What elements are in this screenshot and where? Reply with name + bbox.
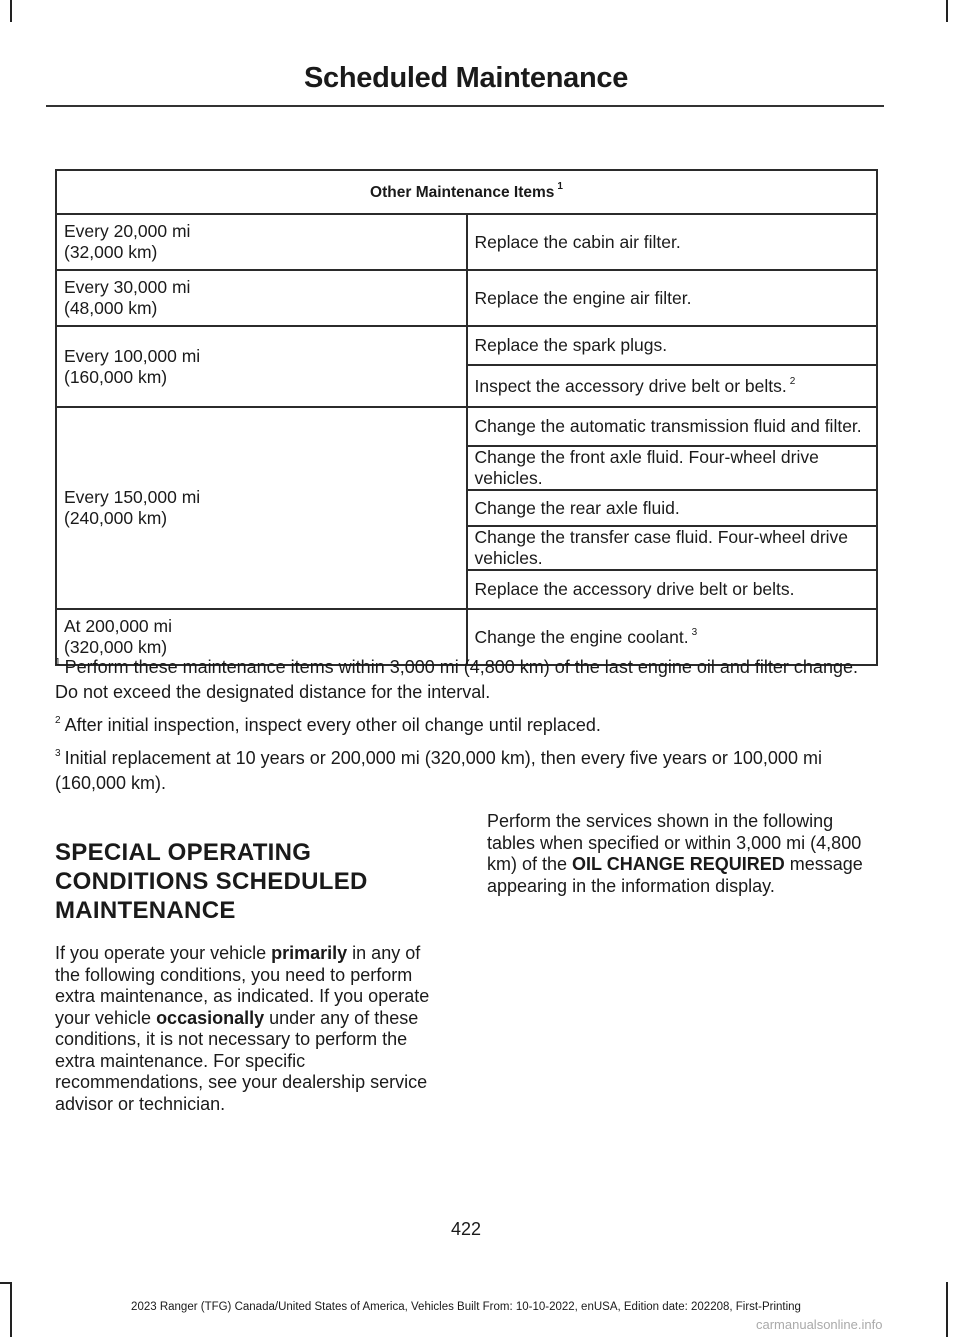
item-cell: Change the transfer case fluid. Four-wheel drive vehicles. bbox=[467, 526, 878, 570]
table-title: Other Maintenance Items $^1$ bbox=[56, 170, 877, 214]
crop-mark-bottom-left-h bbox=[0, 1282, 12, 1284]
table-header-row bbox=[56, 170, 877, 214]
watermark: carmanualsonline.info bbox=[756, 1317, 883, 1332]
footnotes bbox=[55, 655, 885, 804]
table-row bbox=[56, 214, 877, 270]
section-paragraph: Perform the services shown in the following tables when specified or within 3,000 mi (4,800 km) of the OIL CHANGE REQUIRED message appearing in the information display. bbox=[487, 811, 863, 896]
footnote: $^1$ Perform these maintenance items within 3,000 mi (4,800 km) of the last engine oil and filter change. Do not exceed the designated distance for the interval. bbox=[55, 657, 858, 702]
section-paragraph: If you operate your vehicle primarily in any of the following conditions, you need to perform extra maintenance, as indicated. If you operate your vehicle occasionally under any of these conditions, it is not necessary to perform the extra maintenance. For specific recommendations, see your dealership service advisor or technician. bbox=[55, 943, 430, 1114]
maintenance-table bbox=[55, 169, 878, 666]
emphasis-oil-change-required: OIL CHANGE REQUIRED bbox=[572, 854, 785, 874]
footnote: $^3$ Initial replacement at 10 years or 200,000 mi (320,000 km), then every five years or 100,000 mi (160,000 km). bbox=[55, 748, 822, 793]
item-cell: Replace the engine air filter. bbox=[467, 270, 878, 326]
page-number: 422 bbox=[450, 1219, 482, 1239]
emphasis-occasionally: occasionally bbox=[156, 1007, 265, 1028]
item-cell: Change the engine coolant. $^3$ bbox=[467, 609, 878, 665]
interval-cell: At 200,000 mi (320,000 km) bbox=[56, 609, 467, 665]
item-cell: Change the rear axle fluid. bbox=[467, 490, 878, 526]
section-heading: SPECIAL OPERATING CONDITIONS SCHEDULED MAINTENANCE bbox=[55, 839, 368, 924]
table-row bbox=[56, 326, 877, 365]
footer-text: 2023 Ranger (TFG) Canada/United States of America, Vehicles Built From: 10-10-2022, enUSA, Edition date: 202208, First-Printing bbox=[131, 1301, 801, 1313]
item-cell: Change the automatic transmission fluid and filter. bbox=[467, 407, 878, 446]
right-column bbox=[487, 811, 882, 897]
item-cell: Replace the accessory drive belt or belts. bbox=[467, 570, 878, 609]
footnote: $^2$ After initial inspection, inspect every other oil change until replaced. bbox=[55, 715, 601, 735]
item-cell: Change the front axle fluid. Four-wheel drive vehicles. bbox=[467, 446, 878, 490]
crop-mark-top-right bbox=[946, 0, 948, 22]
table-title-footnote: 1 bbox=[557, 180, 563, 192]
item-footnote: 3 bbox=[691, 626, 698, 638]
interval-cell: Every 30,000 mi (48,000 km) bbox=[56, 270, 467, 326]
item-cell: Replace the spark plugs. bbox=[467, 326, 878, 365]
header-rule bbox=[46, 105, 884, 107]
emphasis-primarily: primarily bbox=[271, 943, 348, 963]
crop-mark-top-left bbox=[10, 0, 12, 22]
left-column bbox=[55, 838, 450, 1115]
interval-cell: Every 150,000 mi (240,000 km) bbox=[56, 407, 467, 609]
crop-mark-bottom-right bbox=[946, 1282, 948, 1337]
page-title: Scheduled Maintenance bbox=[303, 62, 629, 94]
item-cell: Inspect the accessory drive belt or belts. $^2$ bbox=[467, 365, 878, 407]
item-footnote: 2 bbox=[789, 375, 796, 387]
table-row bbox=[56, 270, 877, 326]
item-cell: Replace the cabin air filter. bbox=[467, 214, 878, 270]
interval-cell: Every 100,000 mi (160,000 km) bbox=[56, 326, 467, 407]
table-row bbox=[56, 407, 877, 446]
interval-cell: Every 20,000 mi (32,000 km) bbox=[56, 214, 467, 270]
